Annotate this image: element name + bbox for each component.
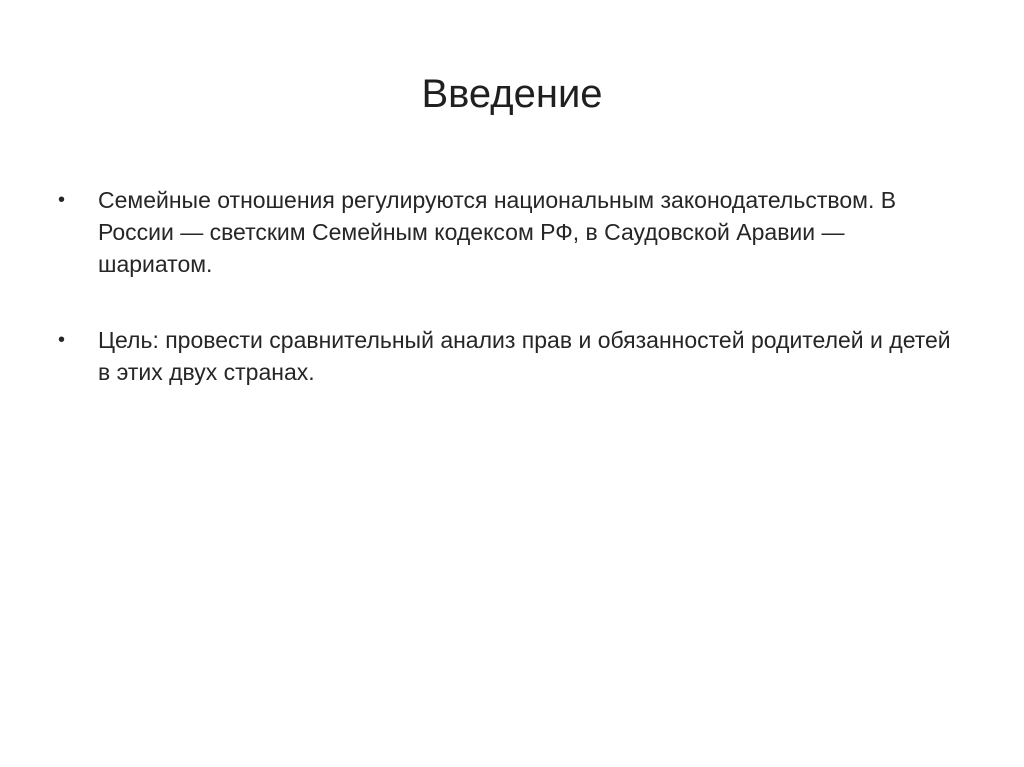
bullet-icon: • xyxy=(58,329,66,351)
bullet-item-goal xyxy=(56,324,956,388)
bullet-list xyxy=(56,184,956,388)
bullet-text: Семейные отношения регулируются национальным законодательством. В России — светским Семейным кодексом РФ, в Саудовской Аравии — шариатом. xyxy=(98,187,897,277)
bullet-item-legislation xyxy=(56,184,956,280)
slide-title: Введение xyxy=(421,72,603,116)
bullet-icon: • xyxy=(58,189,66,211)
bullet-text: Цель: провести сравнительный анализ прав и обязанностей родителей и детей в этих двух странах. xyxy=(98,327,951,385)
